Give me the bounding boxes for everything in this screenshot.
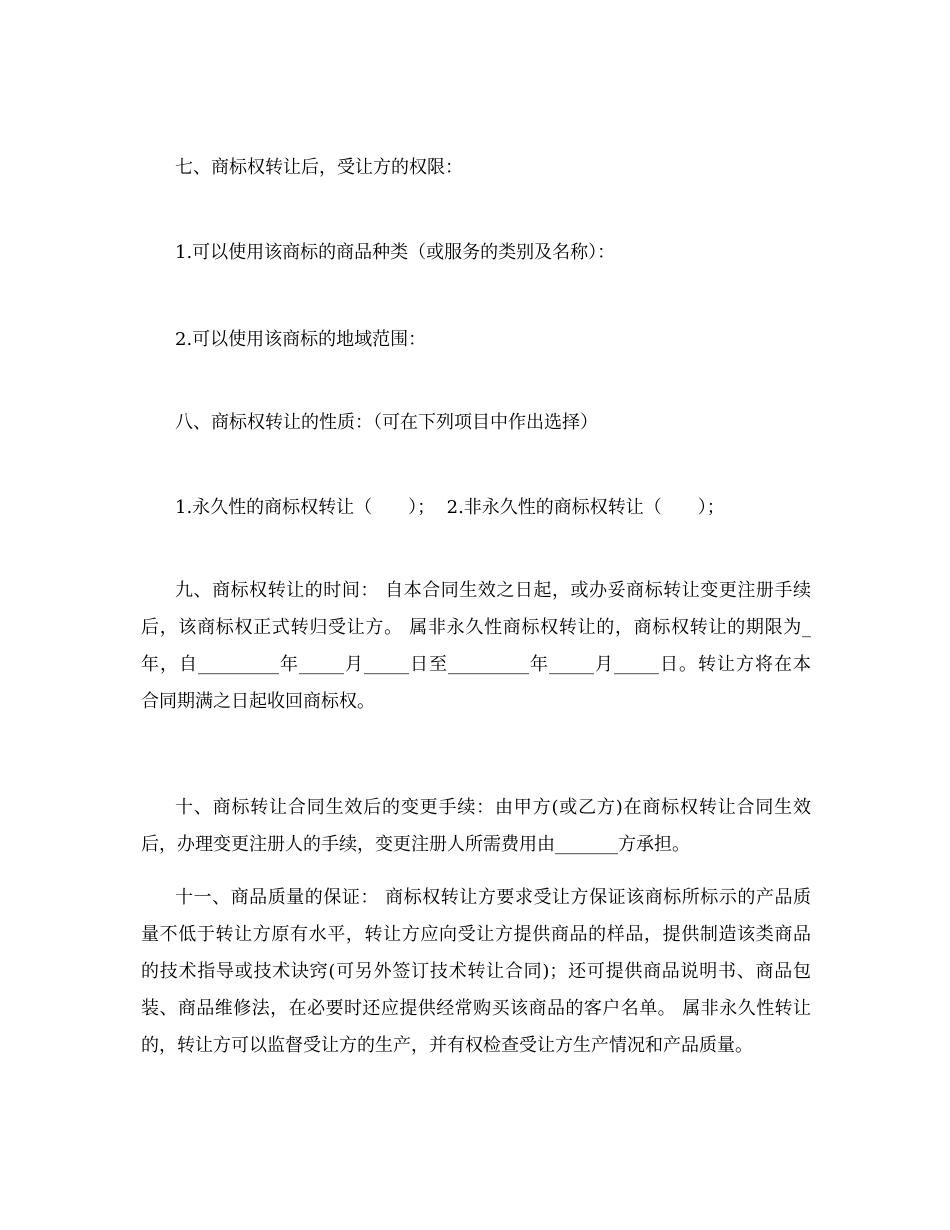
section-9-line: 九、商标权转让的时间： 自本合同生效之日起，或办妥商标转让变更注册手续 [175,580,811,601]
section-8-heading: 八、商标权转让的性质：（可在下列项目中作出选择） [175,412,598,433]
section-11-line: 的技术指导或技术诀窍(可另外签订技术转让合同)；还可提供商品说明书、商品包 [141,961,811,982]
section-9-line: 合同期满之日起收回商标权。 [141,691,375,712]
section-9-line: 后，该商标权正式转归受让方。 属非永久性商标权转让的，商标权转让的期限为_ [141,617,811,638]
section-11-line: 装、商品维修法，在必要时还应提供经常购买该商品的客户名单。 属非永久性转让 [141,998,811,1019]
section-9-line: 年，自_________年_____月_____日至_________年_____月_____日。转让方将在本 [141,654,811,675]
section-7-item-1: 1.可以使用该商标的商品种类（或服务的类别及名称）： [175,242,616,263]
section-8-options: 1.永久性的商标权转让（ ）； 2.非永久性的商标权转让（ ）； [175,497,725,518]
section-11-line: 的，转让方可以监督受让方的生产，并有权检查受让方生产情况和产品质量。 [141,1035,753,1056]
section-11-line: 量不低于转让方原有水平，转让方应向受让方提供商品的样品，提供制造该类商品 [141,924,811,945]
section-7-item-2: 2.可以使用该商标的地域范围： [175,329,427,350]
section-11-line: 十一、商品质量的保证： 商标权转让方要求受让方保证该商标所标示的产品质 [175,887,811,908]
section-7-heading: 七、商标权转让后，受让方的权限： [175,157,463,178]
section-10-line: 十、商标转让合同生效后的变更手续：由甲方(或乙方)在商标权转让合同生效 [175,797,811,818]
section-10-line: 后，办理变更注册人的手续，变更注册人所需费用由_______方承担。 [141,834,690,855]
